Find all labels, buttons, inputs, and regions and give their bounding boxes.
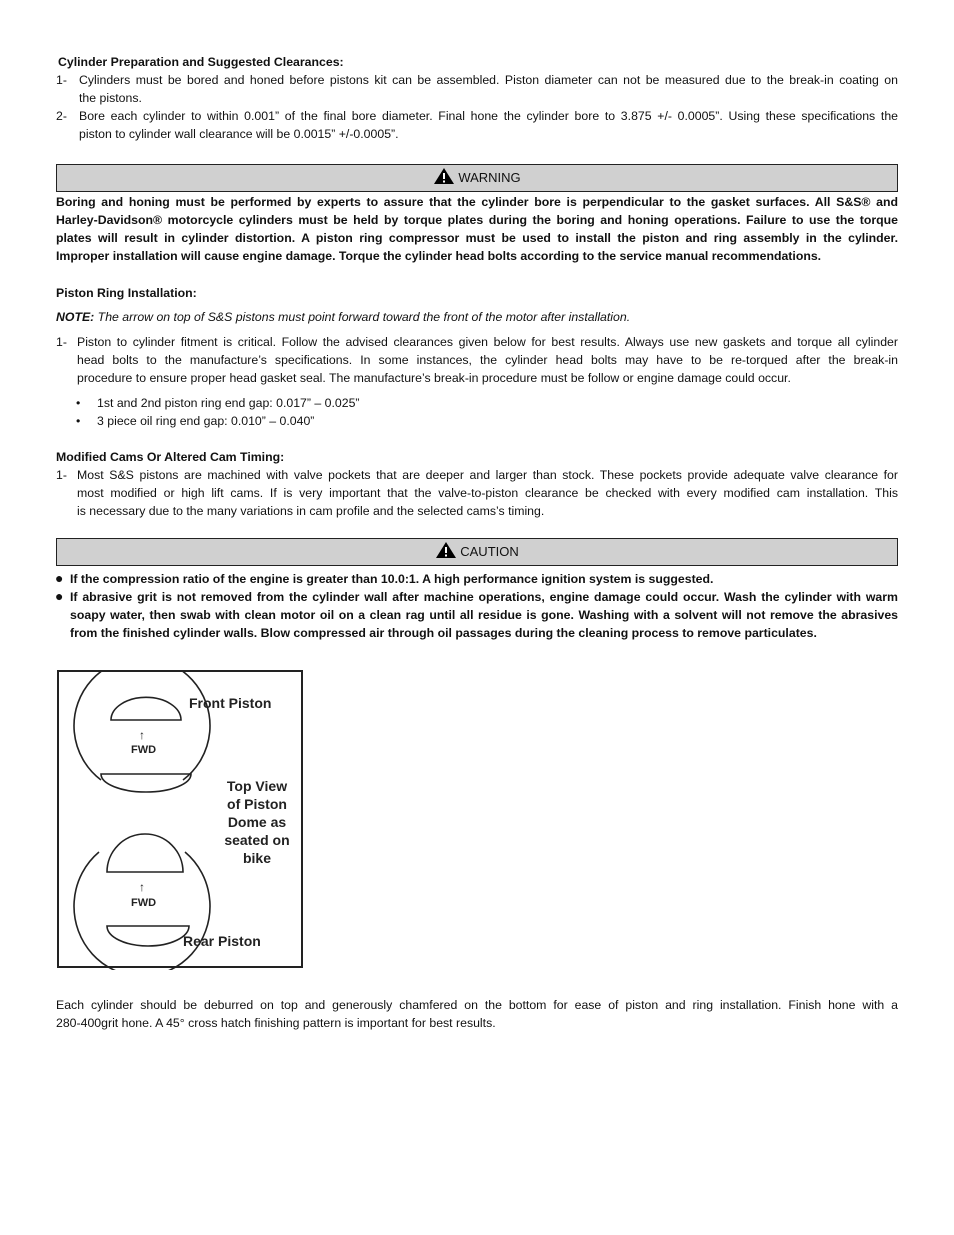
caption-line: seated on [224, 832, 290, 848]
item-line: the pistons. [79, 91, 142, 105]
caption-line: of Piston [227, 796, 287, 812]
warning-label: WARNING [458, 170, 521, 185]
list-item [79, 107, 898, 143]
fwd-arrow-icon: ↑ [139, 880, 145, 894]
closing-line: 280-400grit hone. A 45° cross hatch finishing pattern is important for best results. [56, 1016, 496, 1030]
caption-line: Top View [226, 778, 288, 794]
section-heading-piston-ring: Piston Ring Installation: [56, 286, 197, 300]
item-line: Bore each cylinder to within 0.001” of the final bore diameter. Final hone the cylinder bore to 3.875 +/- 0.0005”. Using these specifications the [79, 109, 898, 123]
item-number: 1- [56, 335, 67, 349]
warning-text [56, 193, 898, 265]
caution-label: CAUTION [460, 544, 519, 559]
item-number: 1- [56, 468, 67, 482]
item-line: piston to cylinder wall clearance will be 0.0015” +/-0.0005”. [79, 127, 399, 141]
warning-line: Boring and honing must be performed by experts to assure that the cylinder bore is perpendicular to the gasket surfaces. All S&S® and [56, 195, 898, 209]
list-item [77, 333, 898, 387]
fwd-arrow-icon: ↑ [139, 728, 145, 742]
caution-line: soapy water, then swab with clean motor oil on a clean rag until all residue is gone. Washing with a solvent will not remove the abrasives [70, 608, 898, 622]
item-line: Most S&S pistons are machined with valve pockets that are deeper and larger than stock. These pockets provide adequate valve clearance for [77, 468, 898, 482]
caption-line: bike [242, 850, 271, 866]
caution-line: If abrasive grit is not removed from the cylinder wall after machine operations, engine damage could occur. Wash the cylinder with warm [70, 590, 898, 604]
caption-line: Dome as [227, 814, 287, 830]
section-heading-cylinder-prep: Cylinder Preparation and Suggested Clearances: [58, 55, 344, 69]
warning-line: plates will result in cylinder distortion. A piston ring compressor must be used to install the piston and ring assembly in the cylinder. [56, 231, 898, 245]
closing-line: Each cylinder should be deburred on top and generously chamfered on the bottom for ease of piston and ring installation. Finish hone with a [56, 998, 898, 1012]
rear-valve-pocket-bottom [107, 926, 189, 946]
list-item: 1st and 2nd piston ring end gap: 0.017” – 0.025” [97, 396, 360, 410]
list-item [79, 71, 898, 107]
bullet-dot: ● [55, 588, 64, 604]
closing-paragraph [56, 996, 898, 1032]
caution-item [70, 588, 898, 642]
caution-line: from the finished cylinder walls. Blow compressed air through oil passages during the cleaning process to remove particulates. [70, 626, 817, 640]
bullet-dot: • [76, 414, 81, 428]
bullet-dot: • [76, 396, 81, 410]
item-line: most modified or high lift cams. If is very important that the valve-to-piston clearance be checked with every modified cam installation. This [77, 486, 898, 500]
item-line: procedure to ensure proper head gasket seal. The manufacture’s break-in procedure must be follow or engine damage could occur. [77, 371, 791, 385]
bullet-dot: ● [55, 570, 64, 586]
caution-banner [56, 538, 898, 566]
item-line: Cylinders must be bored and honed before pistons kit can be assembled. Piston diameter can not be measured due to the break-in coating on [79, 73, 898, 87]
section-heading-modified-cams: Modified Cams Or Altered Cam Timing: [56, 450, 285, 464]
item-number: 1- [56, 73, 67, 87]
item-line: is necessary due to the many variations in cam profile and the selected cams’s timing. [77, 504, 545, 518]
list-item: 3 piece oil ring end gap: 0.010” – 0.040” [97, 414, 315, 428]
item-line: head bolts to the manufacture’s specifications. In some instances, the cylinder head bolts may have to be re-torqued after the break-in [77, 353, 898, 367]
rear-valve-pocket-top [107, 834, 183, 872]
front-valve-pocket-bottom [101, 774, 191, 792]
note-label: NOTE: [56, 310, 95, 324]
list-item [77, 466, 898, 520]
item-number: 2- [56, 109, 67, 123]
note [56, 308, 630, 326]
front-valve-pocket-top [111, 697, 181, 720]
fwd-label-front: FWD [131, 744, 157, 756]
caution-icon [435, 541, 457, 568]
diagram-caption [217, 777, 297, 867]
rear-piston-label: Rear Piston [183, 933, 261, 949]
note-text: The arrow on top of S&S pistons must point forward toward the front of the motor after installation. [94, 310, 631, 324]
piston-diagram [57, 670, 303, 968]
item-line: Piston to cylinder fitment is critical. Follow the advised clearances given below for best results. Always use new gaskets and torque all cylinder [77, 335, 898, 349]
caution-line: If the compression ratio of the engine is greater than 10.0:1. A high performance ignition system is suggested. [70, 572, 714, 586]
fwd-label-rear: FWD [131, 897, 157, 909]
warning-icon [433, 167, 455, 194]
warning-line: Improper installation will cause engine damage. Torque the cylinder head bolts according to the service manual recommendations. [56, 249, 822, 263]
warning-line: Harley-Davidson® motorcycle cylinders must be held by torque plates during the boring and honing operations. Failure to use the torque [56, 213, 898, 227]
warning-banner [56, 164, 898, 192]
front-piston-label: Front Piston [189, 695, 272, 711]
caution-item [70, 570, 898, 588]
